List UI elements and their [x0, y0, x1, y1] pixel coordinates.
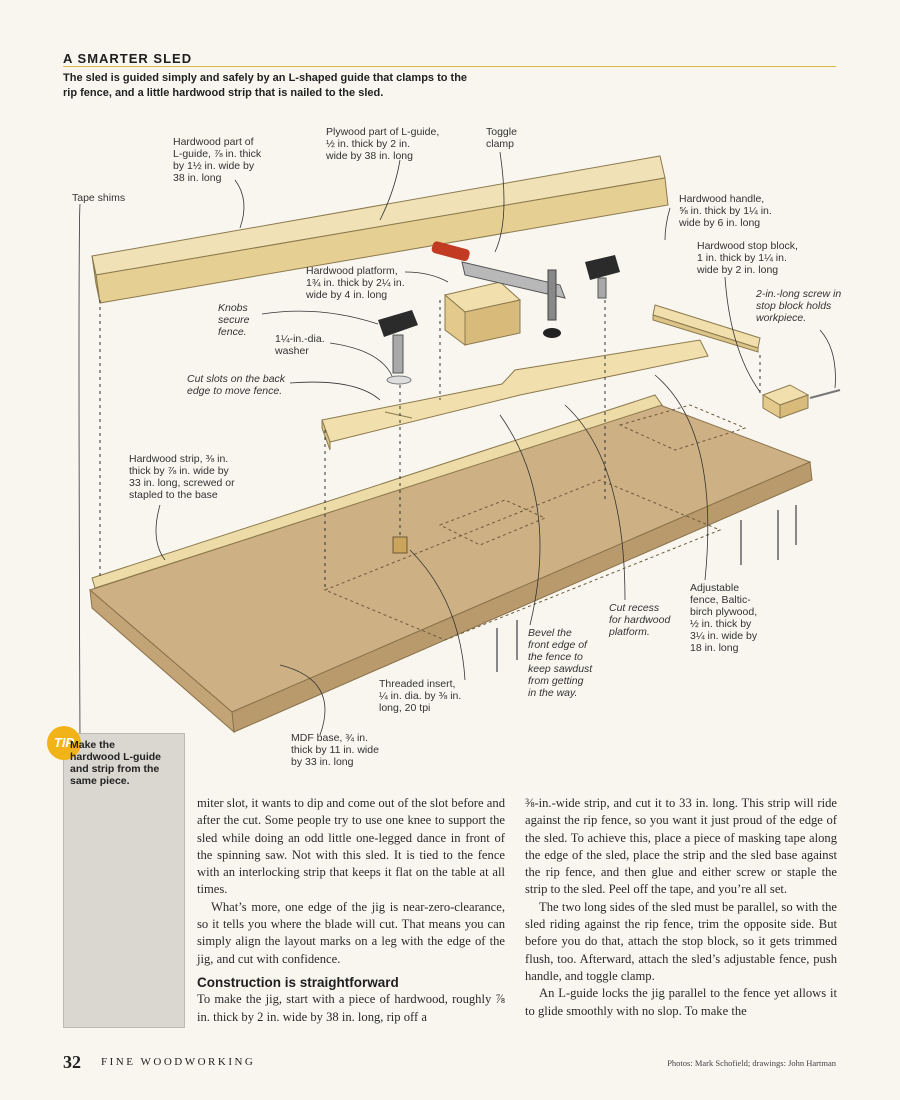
callout-screw: 2-in.-long screw in stop block holds workpiece.: [756, 288, 842, 324]
photo-credit: Photos: Mark Schofield; drawings: John Hartman: [667, 1058, 836, 1068]
callout-slots: Cut slots on the back edge to move fence.: [187, 373, 286, 397]
magazine-name: FINE WOODWORKING: [101, 1056, 256, 1068]
figure-caption: The sled is guided simply and safely by an L-shaped guide that clamps to the rip fence, and a little hardwood strip that is nailed to the sled.: [63, 72, 468, 99]
paragraph: An L-guide locks the jig parallel to the fence yet allows it to glide smoothly with no slop. To make the: [525, 986, 837, 1018]
threaded-insert: [393, 537, 407, 553]
callout-threaded-insert: Threaded insert, ¼ in. dia. by ⅜ in. long, 20 tpi: [379, 678, 462, 714]
paragraph: The two long sides of the sled must be parallel, so with the sled riding against the rip fence, trim the opposite side. But before you do that, attach the stop block, so it gets trimmed flush, too. Afterward, attach the sled’s adjustable fence, push handle, and toggle clamp.: [525, 899, 837, 983]
callout-tape-shims: Tape shims: [72, 192, 126, 204]
callout-adjustable-fence: Adjustable fence, Baltic- birch plywood, ½ in. thick by 3¼ in. wide by 18 in. long: [690, 582, 758, 654]
page-number: 32: [63, 1052, 81, 1072]
body-column-left: [197, 795, 505, 1026]
callout-mdf-base: MDF base, ¾ in. thick by 11 in. wide by 33 in. long: [291, 732, 379, 768]
paragraph: What’s more, one edge of the jig is near-zero-clearance, so it tells you where the blade will cut. That means you can simply align the layout marks on a leg with the edge of the jig, and cut with confidence.: [197, 899, 505, 966]
callout-toggle-clamp: Toggle clamp: [486, 126, 517, 150]
knob-right: [585, 255, 620, 298]
callout-strip: Hardwood strip, ⅜ in. thick by ⅞ in. wide by 33 in. long, screwed or stapled to the base: [129, 453, 235, 501]
tip-text: Make the hardwood L-guide and strip from the same piece.: [70, 739, 161, 787]
callout-recess: Cut recess for hardwood platform.: [609, 602, 671, 638]
callout-plywood-l-guide: Plywood part of L-guide, ½ in. thick by 2 in. wide by 38 in. long: [326, 126, 440, 162]
stop-block: [763, 385, 840, 418]
callout-handle: Hardwood handle, ⅝ in. thick by 1¼ in. wide by 6 in. long: [679, 193, 772, 229]
paragraph: miter slot, it wants to dip and come out of the slot before and after the cut. Some people try to use one knee to support the sled while doing an odd little one-legged dance in front of the spinning saw. Not with this sled. It is tied to the fence with an interlocking strip that keeps it flat on the table at all times.: [197, 796, 505, 897]
hardwood-platform: [445, 282, 520, 345]
paragraph: ⅜-in.-wide strip, and cut it to 33 in. long. This strip will ride against the rip fence, so you want it just proud of the edge of the sled. To achieve this, place a piece of masking tape along the edge of the sled, place the strip and the sled base against the rip fence, and then glue and either screw or staple the strip to the sled. Peel off the tape, and you’re all set.: [525, 796, 837, 897]
callout-platform: Hardwood platform, 1¾ in. thick by 2¼ in. wide by 4 in. long: [306, 265, 405, 301]
knob-left: [378, 310, 418, 384]
callout-stop-block: Hardwood stop block, 1 in. thick by 1¼ in. wide by 2 in. long: [697, 240, 798, 276]
callout-washer: 1¼-in.-dia. washer: [275, 333, 325, 357]
section-title: A SMARTER SLED: [63, 51, 193, 66]
paragraph: To make the jig, start with a piece of hardwood, roughly ⅞ in. thick by 2 in. wide by 38 in. long, rip off a: [197, 992, 505, 1024]
callout-bevel: Bevel the front edge of the fence to keep sawdust from getting in the way.: [528, 627, 593, 699]
body-column-right: [525, 795, 837, 1020]
section-heading: Construction is straightforward: [197, 974, 399, 990]
callout-hardwood-l-guide: Hardwood part of L-guide, ⅞ in. thick by 1½ in. wide by 38 in. long: [173, 136, 262, 184]
tip-badge: TIP: [47, 726, 81, 760]
callout-knobs: Knobs secure fence.: [218, 302, 250, 338]
